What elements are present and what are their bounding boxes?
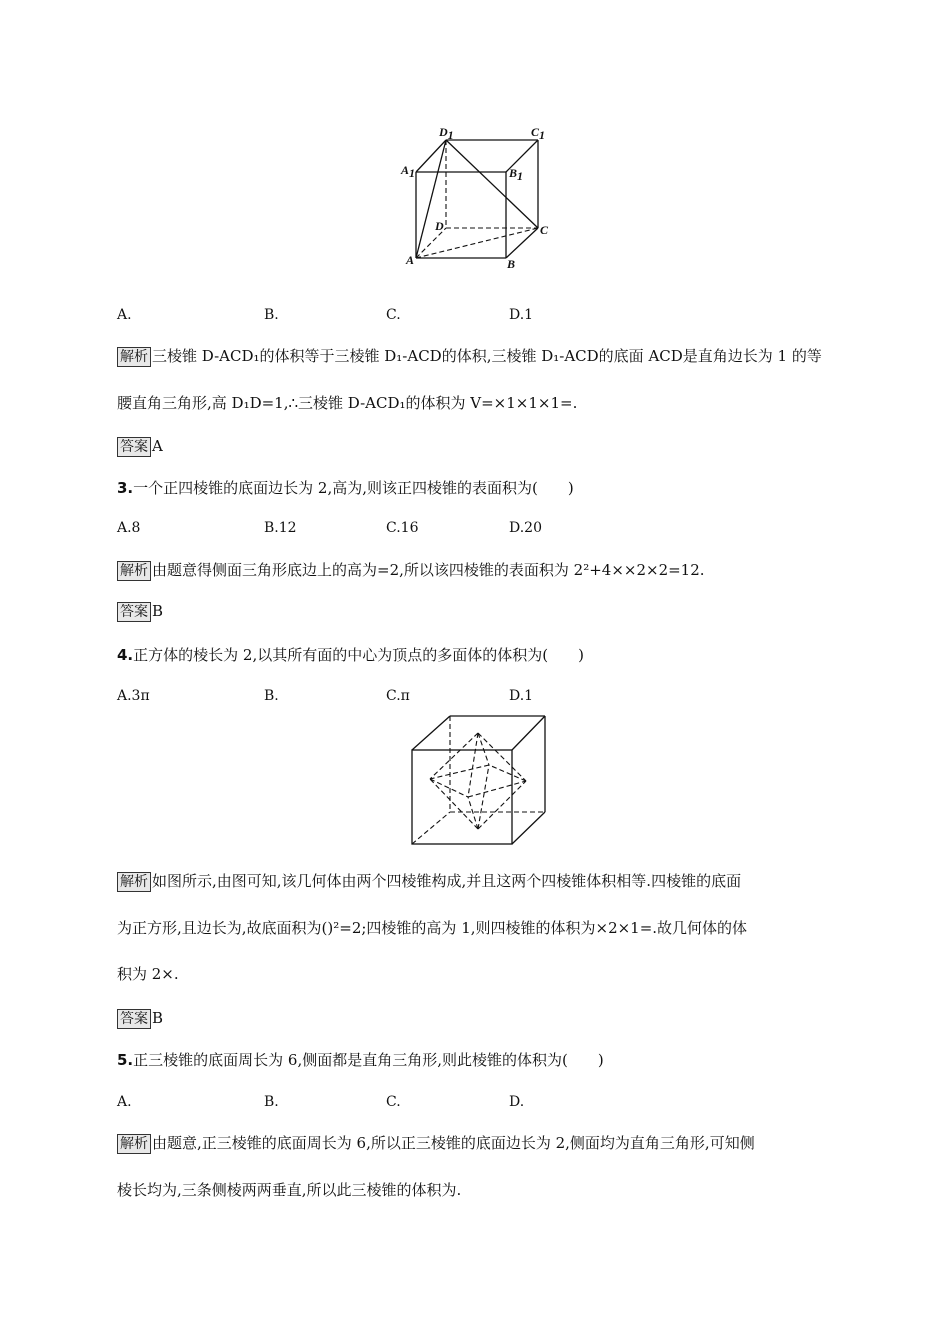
label-B1: B1 — [509, 166, 524, 183]
q3-option-b: B.12 — [264, 520, 297, 536]
label-A: A — [406, 253, 415, 267]
q4-analysis-line-2: 为正方形,且边长为,故底面积为()²=2;四棱锥的高为 1,则四棱锥的体积为×2×1=.故几何体的体 — [117, 919, 748, 937]
q2-option-a: A. — [117, 307, 132, 323]
q3-option-a: A.8 — [117, 520, 141, 536]
analysis-tag: 解析 — [117, 347, 151, 367]
label-D: D — [435, 219, 444, 233]
q5-analysis-line-2: 棱长均为,三条侧棱两两垂直,所以此三棱锥的体积为. — [117, 1181, 462, 1199]
q5-option-c: C. — [386, 1094, 401, 1110]
answer-tag: 答案 — [117, 602, 151, 622]
analysis-tag: 解析 — [117, 872, 151, 892]
q5-option-b: B. — [264, 1094, 279, 1110]
q2-option-c: C. — [386, 307, 401, 323]
q2-answer: 答案 A — [117, 436, 163, 457]
q4-stem: 4.正方体的棱长为 2,以其所有面的中心为顶点的多面体的体积为( ) — [117, 646, 584, 664]
q4-analysis-line-1: 解析 如图所示,由图可知,该几何体由两个四棱锥构成,并且这两个四棱锥体积相等.四棱锥的底面 — [117, 871, 741, 892]
cube-pyramid-figure — [400, 125, 560, 275]
q5-option-a: A. — [117, 1094, 132, 1110]
q4-option-c: C.π — [386, 688, 410, 704]
q4-option-b: B. — [264, 688, 279, 704]
q5-option-d: D. — [509, 1094, 525, 1110]
answer-tag: 答案 — [117, 1009, 151, 1029]
analysis-tag: 解析 — [117, 561, 151, 581]
analysis-tag: 解析 — [117, 1134, 151, 1154]
q2-option-b: B. — [264, 307, 279, 323]
q4-option-d: D.1 — [509, 688, 534, 704]
q2-analysis-line-1: 解析 三棱锥 D-ACD₁的体积等于三棱锥 D₁-ACD的体积,三棱锥 D₁-ACD的底面 ACD是直角边长为 1 的等 — [117, 346, 822, 367]
q3-answer: 答案 B — [117, 601, 163, 622]
label-B: B — [507, 257, 516, 271]
q2-option-d: D.1 — [509, 307, 534, 323]
q5-analysis-line-1: 解析 由题意,正三棱锥的底面周长为 6,所以正三棱锥的底面边长为 2,侧面均为直角三角形,可知侧 — [117, 1133, 755, 1154]
q4-option-a: A.3π — [117, 688, 150, 704]
q5-stem: 5.正三棱锥的底面周长为 6,侧面都是直角三角形,则此棱锥的体积为( ) — [117, 1051, 604, 1069]
q2-analysis-line-2: 腰直角三角形,高 D₁D=1,∴三棱锥 D-ACD₁的体积为 V=×1×1×1=. — [117, 394, 578, 412]
label-A1: A1 — [401, 163, 416, 180]
q3-stem: 3.一个正四棱锥的底面边长为 2,高为,则该正四棱锥的表面积为( ) — [117, 479, 574, 497]
q4-answer: 答案 B — [117, 1008, 163, 1029]
answer-tag: 答案 — [117, 437, 151, 457]
label-C1: C1 — [531, 125, 546, 142]
label-C: C — [540, 223, 549, 237]
q3-option-d: D.20 — [509, 520, 542, 536]
q3-option-c: C.16 — [386, 520, 419, 536]
label-D1: D1 — [439, 125, 454, 142]
cube-octahedron-figure — [405, 710, 555, 850]
q3-analysis: 解析 由题意得侧面三角形底边上的高为=2,所以该四棱锥的表面积为 2²+4××2×2=12. — [117, 560, 705, 581]
q4-analysis-line-3: 积为 2×. — [117, 965, 179, 983]
